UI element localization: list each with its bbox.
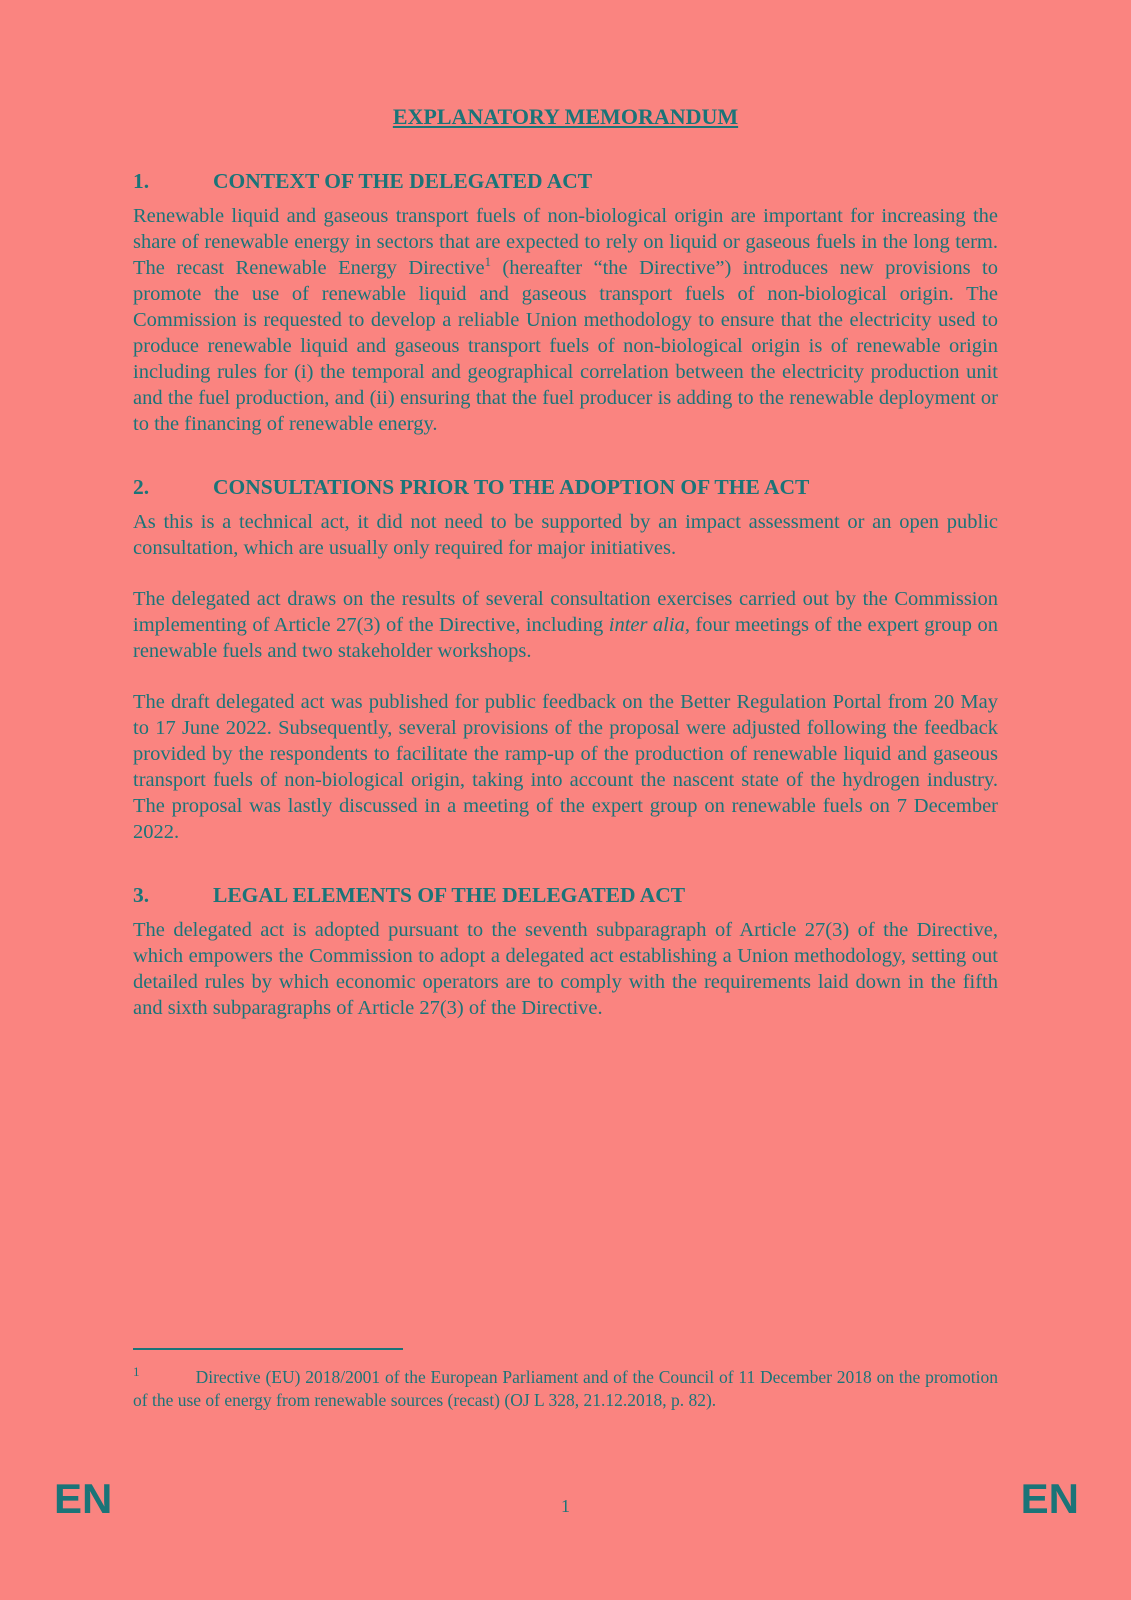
footnote-separator-rule [133,1348,403,1350]
section-1-paragraph-1 [133,203,998,437]
document-title: EXPLANATORY MEMORANDUM [392,104,739,129]
section-2-heading [133,474,998,500]
section-3-number: 3. [133,883,150,907]
text-run: , four meetings of the expert group on renewable fuels and two stakeholder workshops. [133,614,998,662]
document-content [133,104,998,1046]
footnote-1-marker: 1 [133,1364,140,1380]
text-run: The delegated act is adopted pursuant to the seventh subparagraph of Article 27(3) of the Directive, which empowers the Commission to adopt a delegated act establishing a Union methodology, setting out detailed rules by which economic operators are to comply with the requirements laid down in the fifth and sixth subparagraphs of Article 27(3) of the Directive. [133,919,998,1019]
section-2-paragraph-2 [133,586,998,664]
language-code-right: EN [1020,1475,1079,1522]
section-3-paragraph-1 [133,917,998,1021]
text-run: Renewable liquid and gaseous transport fuels of non-biological origin are important for increasing the share of renewable energy in sectors that are expected to rely on liquid or gaseous fuels in the long term. The recast Renewable Energy Directive [133,205,998,279]
section-context [133,168,998,437]
text-run: As this is a technical act, it did not need to be supported by an impact assessment or an open public consultation, which are usually only required for major initiatives. [133,511,998,559]
section-1-heading [133,168,998,194]
footnote-1-text: Directive (EU) 2018/2001 of the European Parliament and of the Council of 11 December 2018 on the promotion of the use of energy from renewable sources (recast) (OJ L 328, 21.12.2018, p. 82). [133,1367,998,1410]
section-1-number: 1. [133,169,150,193]
section-2-number: 2. [133,475,150,499]
footnote-1 [133,1366,998,1412]
section-legal-elements [133,882,998,1021]
footnote-area [133,1348,998,1412]
text-run: The draft delegated act was published for public feedback on the Better Regulation Portal from 20 May to 17 June 2022. Subsequently, several provisions of the proposal were adjusted following the feedback provided by the respondents to facilitate the ramp-up of the production of renewable liquid and gaseous transport fuels of non-biological origin, taking into account the nascent state of the hydrogen industry. The proposal was lastly discussed in a meeting of the expert group on renewable fuels on 7 December 2022. [133,691,998,843]
text-run: (hereafter “the Directive”) introduces new provisions to promote the use of renewable liquid and gaseous transport fuels of non-biological origin. The Commission is requested to develop a reliable Union methodology to ensure that the electricity used to produce renewable liquid and gaseous transport fuels of non-biological origin is of renewable origin including rules for (i) the temporal and geographical correlation between the electricity production unit and the fuel production, and (ii) ensuring that the fuel producer is adding to the renewable deployment or to the financing of renewable energy. [133,257,998,435]
section-2-paragraph-3 [133,689,998,845]
footnote-reference-1: 1 [484,255,491,270]
section-1-title: CONTEXT OF THE DELEGATED ACT [213,169,593,193]
latin-phrase: inter alia [608,614,685,636]
section-3-title: LEGAL ELEMENTS OF THE DELEGATED ACT [213,883,686,907]
section-3-heading [133,882,998,908]
language-code-left: EN [54,1475,113,1522]
section-consultations [133,474,998,845]
text-run: The delegated act draws on the results of several consultation exercises carried out by the Commission implementing of Article 27(3) of the Directive, including [133,588,998,636]
section-2-paragraph-1 [133,509,998,561]
page-number: 1 [561,1496,570,1516]
section-2-title: CONSULTATIONS PRIOR TO THE ADOPTION OF THE ACT [213,475,810,499]
